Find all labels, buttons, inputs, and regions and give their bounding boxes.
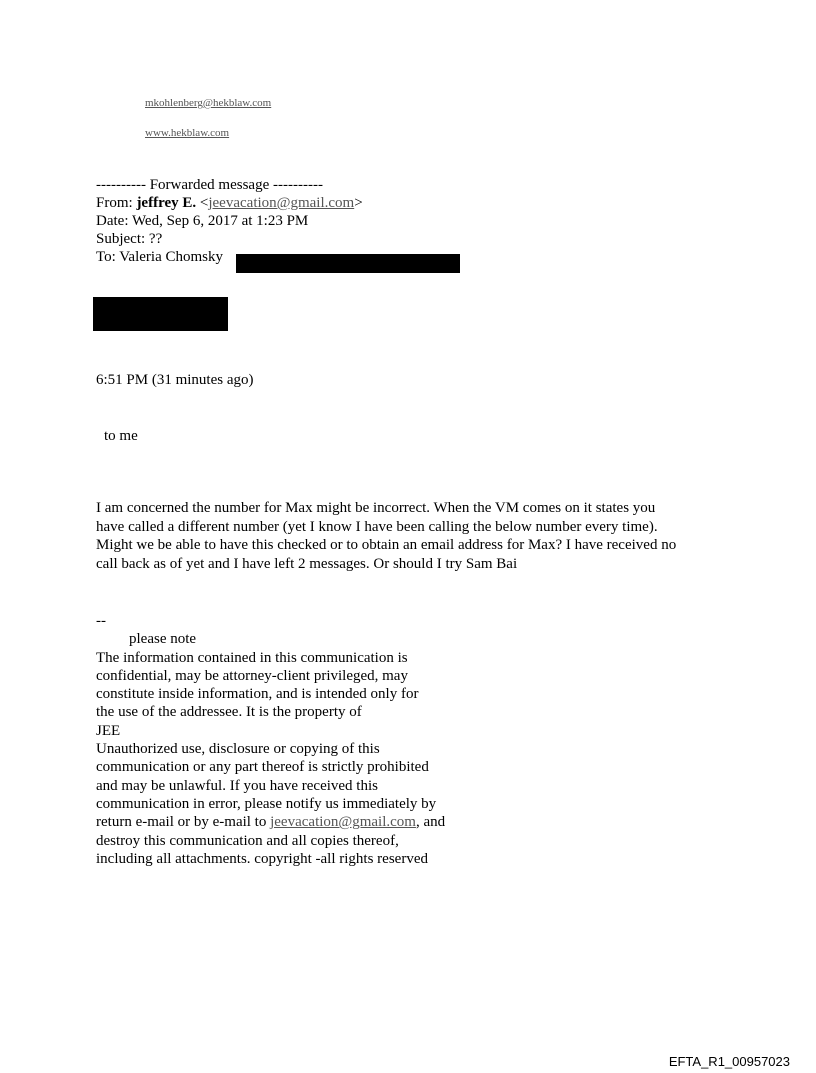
body-line: have called a different number (yet I know I have been calling the below number every time). bbox=[96, 518, 658, 535]
to-line: To: Valeria Chomsky bbox=[96, 249, 223, 265]
return-prefix: return e-mail or by e-mail to bbox=[96, 814, 271, 831]
from-label: From: bbox=[96, 195, 137, 211]
document-id: EFTA_R1_00957023 bbox=[668, 1054, 790, 1069]
from-email-link[interactable]: jeevacation@gmail.com bbox=[208, 195, 355, 211]
subject-line: Subject: ?? bbox=[96, 231, 163, 247]
message-body bbox=[96, 499, 736, 573]
notice-line: JEE bbox=[96, 722, 121, 739]
return-suffix: , and bbox=[415, 814, 446, 831]
from-line bbox=[96, 194, 363, 212]
confidentiality-notice bbox=[96, 612, 445, 868]
date-line: Date: Wed, Sep 6, 2017 at 1:23 PM bbox=[96, 213, 309, 229]
notice-line: Unauthorized use, disclosure or copying of this bbox=[96, 741, 380, 758]
message-time: 6:51 PM (31 minutes ago) bbox=[96, 372, 254, 388]
notice-line: including all attachments. copyright -all rights reserved bbox=[96, 850, 428, 867]
message-recipient: to me bbox=[104, 428, 138, 444]
please-note: please note bbox=[129, 631, 197, 648]
notice-line: the use of the addressee. It is the property of bbox=[96, 704, 362, 721]
signature-email-link[interactable]: mkohlenberg@hekblaw.com bbox=[145, 97, 272, 109]
signature-separator: -- bbox=[96, 613, 106, 629]
notice-line: The information contained in this communication is bbox=[96, 649, 408, 666]
body-line: I am concerned the number for Max might be incorrect. When the VM comes on it states you bbox=[96, 500, 656, 516]
body-line: Might we be able to have this checked or to obtain an email address for Max? I have received no bbox=[96, 537, 677, 553]
from-close: > bbox=[354, 195, 363, 211]
forwarded-header: ---------- Forwarded message ---------- bbox=[96, 177, 323, 193]
notice-line: communication or any part thereof is strictly prohibited bbox=[96, 759, 429, 776]
body-line: call back as of yet and I have left 2 messages. Or should I try Sam Bai bbox=[96, 555, 518, 572]
notice-line: constitute inside information, and is intended only for bbox=[96, 686, 419, 703]
signature-website-link[interactable]: www.hekblaw.com bbox=[145, 127, 230, 139]
notice-line: confidential, may be attorney-client privileged, may bbox=[96, 667, 408, 684]
notice-return-line bbox=[96, 813, 445, 831]
from-name: jeffrey E. bbox=[136, 195, 197, 211]
from-open: < bbox=[196, 195, 209, 211]
redaction-bar-to-address bbox=[236, 254, 460, 273]
redaction-bar-sender-name bbox=[93, 297, 228, 331]
notice-line: destroy this communication and all copies thereof, bbox=[96, 832, 399, 849]
notice-line: and may be unlawful. If you have received this bbox=[96, 777, 378, 794]
notice-email-link[interactable]: jeevacation@gmail.com bbox=[270, 814, 416, 831]
notice-line: communication in error, please notify us immediately by bbox=[96, 795, 437, 812]
